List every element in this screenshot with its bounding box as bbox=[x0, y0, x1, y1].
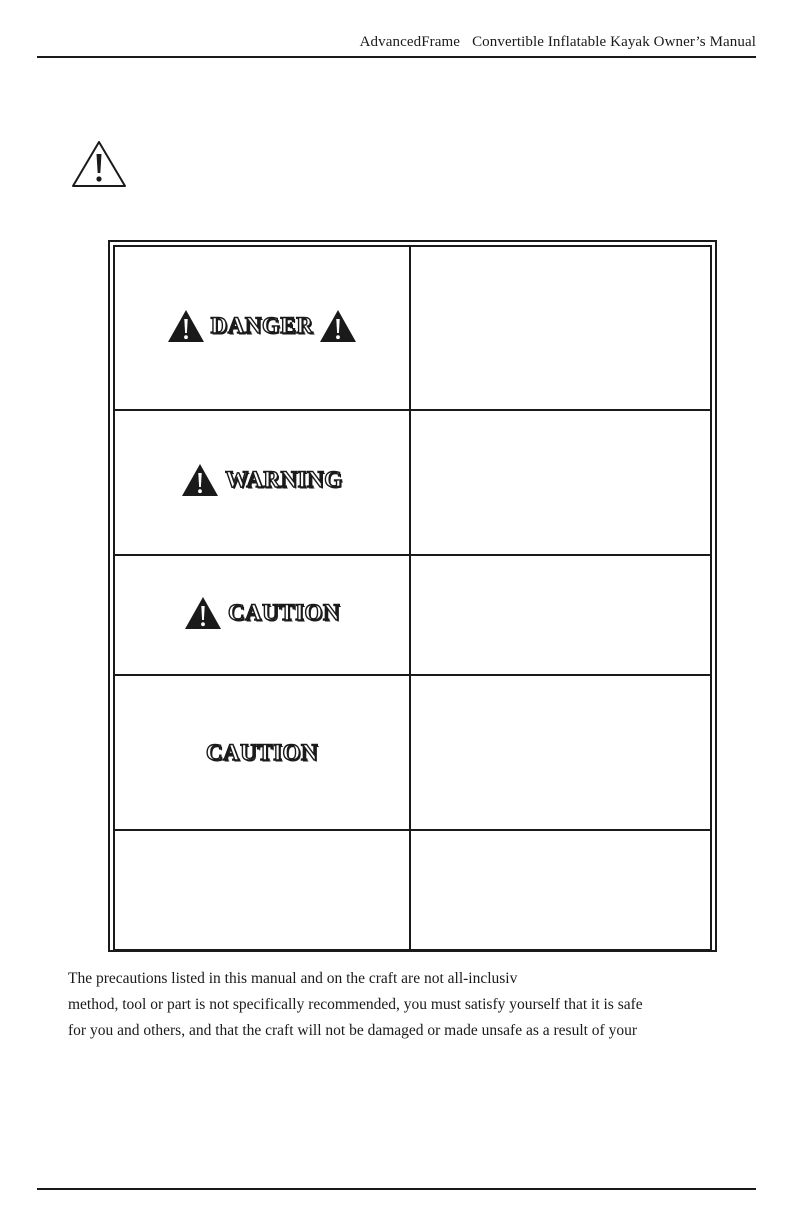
signal-description-cell bbox=[410, 830, 711, 950]
signal-description-cell bbox=[410, 410, 711, 555]
table-row bbox=[114, 410, 711, 555]
signal-word-caution: CAUTION bbox=[227, 599, 341, 625]
warning-triangle-icon bbox=[181, 463, 219, 497]
table-row bbox=[114, 830, 711, 950]
table-row bbox=[114, 675, 711, 830]
signal-word-warning: WARNING bbox=[225, 467, 343, 492]
signal-word-cell bbox=[114, 830, 410, 950]
signal-word-cell bbox=[114, 246, 410, 410]
safety-alert-icon bbox=[70, 139, 128, 189]
header-rule bbox=[37, 56, 756, 58]
warning-triangle-icon bbox=[319, 309, 357, 343]
signal-word-cell bbox=[114, 675, 410, 830]
paragraph-line: method, tool or part is not specifically recommended, you must satisfy yourself that it is safe bbox=[68, 996, 643, 1013]
running-header bbox=[360, 34, 756, 51]
table-row bbox=[114, 555, 711, 675]
warning-triangle-icon bbox=[184, 596, 222, 630]
footer-rule bbox=[37, 1188, 756, 1190]
signal-description-cell bbox=[410, 675, 711, 830]
header-brand: AdvancedFrame bbox=[359, 34, 461, 50]
header-title: Convertible Inflatable Kayak Owner’s Manual bbox=[472, 34, 756, 50]
paragraph-line: The precautions listed in this manual and on the craft are not all-inclusiv bbox=[68, 970, 518, 987]
signal-description-cell bbox=[410, 555, 711, 675]
table-row bbox=[114, 246, 711, 410]
paragraph-line: for you and others, and that the craft will not be damaged or made unsafe as a result of your bbox=[68, 1022, 638, 1039]
signal-word-caution-no-symbol: CAUTION bbox=[205, 739, 319, 765]
warning-triangle-icon bbox=[167, 309, 205, 343]
precautions-paragraph bbox=[68, 966, 728, 1044]
signal-word-cell bbox=[114, 555, 410, 675]
signal-description-cell bbox=[410, 246, 711, 410]
signal-word-danger: DANGER bbox=[210, 312, 314, 338]
signal-word-cell bbox=[114, 410, 410, 555]
signal-word-table bbox=[108, 240, 717, 952]
